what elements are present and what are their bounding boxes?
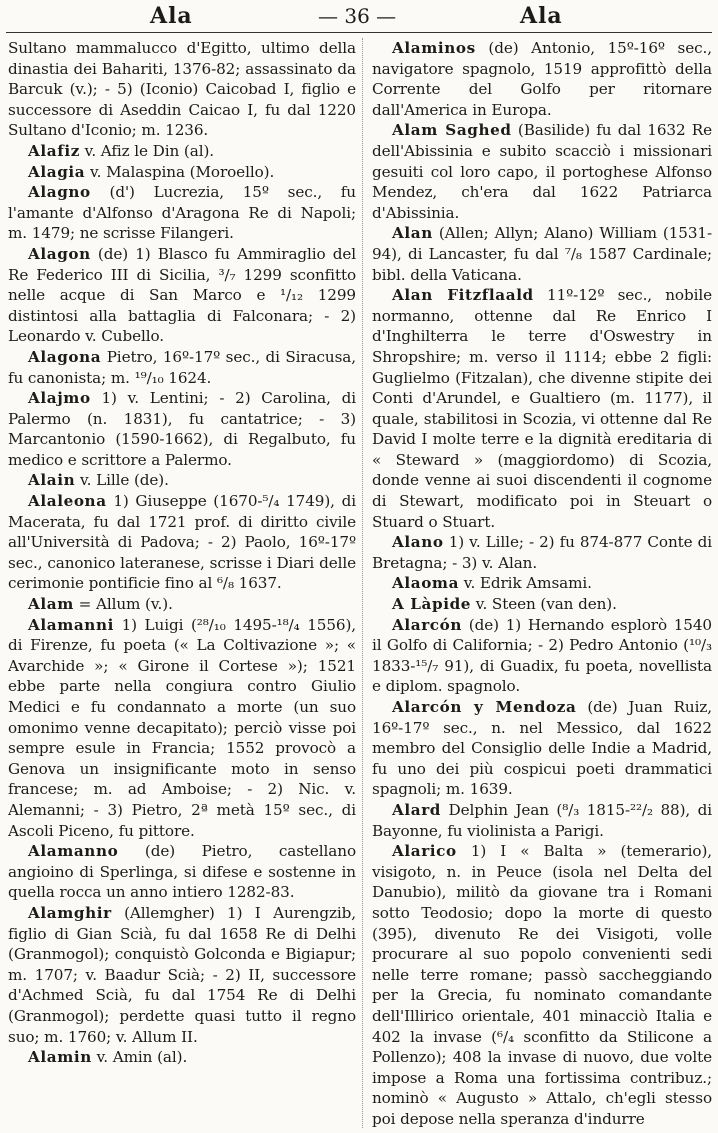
dictionary-entry <box>372 285 712 532</box>
entry-headword: Alajmo <box>28 389 91 408</box>
entry-text: 1) Giuseppe (1670-⁵/₄ 1749), di Macerata, fu dal 1721 prof. di diritto civile all'Università di Padova; - 2) Paolo, 16º-17º sec., canonico lateranese, scrisse i Diari delle cerimonie pontificie fino al ⁶/₈ 1637. <box>8 492 356 593</box>
entry-headword: Alain <box>28 471 76 490</box>
entry-headword: Alam <box>28 595 74 614</box>
dictionary-entry <box>372 841 712 1129</box>
entry-headword: Alamghir <box>28 903 112 922</box>
dictionary-entry <box>8 470 356 491</box>
entry-headword: Alaminos <box>392 39 476 57</box>
page-number: — 36 — <box>318 4 397 28</box>
entry-text: (de) Juan Ruiz, 16º-17º sec., n. nel Messico, dal 1622 membro del Consiglio delle Indie a Madrid, fu uno dei più cospicui poeti drammatici spagnoli; m. 1639. <box>372 698 712 799</box>
entry-headword: Alarcón y Mendoza <box>392 698 577 716</box>
entry-text: Sultano mammalucco d'Egitto, ultimo della dinastia dei Bahariti, 1376-82; assassinato da Barcuk (v.); - 5) (Iconio) Caicobad I, figlio e successore di Aseddin Caicao I, fu dal 1220 Sultano d'Iconio; m. 1236. <box>8 39 356 140</box>
entry-text: v. Lille (de). <box>79 471 169 490</box>
dictionary-entry <box>8 903 356 1047</box>
entry-text: 1) v. Lille; - 2) fu 874-877 Conte di Bretagna; - 3) v. Alan. <box>372 533 712 572</box>
entry-text: (Allemgher) 1) I Aurengzib, figlio di Gian Scià, fu dal 1658 Re di Delhi (Granmogol); conquistò Golconda e Bigiapur; m. 1707; v. Baadur Scià; - 2) II, successore d'Achmed Scià, fu dal 1754 Re di Delhi (Granmogol); perdette quasi tutto il regno suo; m. 1760; v. Allum II. <box>8 903 356 1046</box>
entry-text: (Basilide) fu dal 1632 Re dell'Abissinia e subito scacciò i missionari gesuiti col loro capo, il portoghese Alfonso Mendez, ch'era dal 1622 Patriarca d'Abissinia. <box>372 121 712 222</box>
dictionary-entry <box>372 800 712 841</box>
dictionary-entry <box>8 141 356 162</box>
entry-headword: A Làpide <box>392 595 472 614</box>
dictionary-entry <box>8 491 356 594</box>
entry-headword: Alarcón <box>392 615 463 634</box>
dictionary-entry <box>8 38 356 141</box>
entry-text: (de) Antonio, 15º-16º sec., navigatore spagnolo, 1519 approfittò della Corrente del Golfo per ritornare dall'America in Europa. <box>372 39 712 119</box>
running-head-right: Ala <box>520 3 563 29</box>
entry-text: = Allum (v.). <box>78 595 173 614</box>
dictionary-entry <box>372 697 712 800</box>
left-column <box>8 38 356 1130</box>
entry-text: v. Malaspina (Moroello). <box>89 162 275 181</box>
entry-headword: Alagona <box>28 347 102 366</box>
column-divider <box>362 38 363 1128</box>
page-header <box>0 0 718 32</box>
dictionary-entry <box>372 120 712 223</box>
dictionary-entry <box>372 223 712 285</box>
dictionary-entry <box>8 615 356 842</box>
entry-headword: Alagno <box>28 183 91 202</box>
dictionary-entry <box>8 388 356 470</box>
entry-headword: Alafiz <box>28 141 80 160</box>
entry-text: (de) 1) Hernando esplorò 1540 il Golfo di California; - 2) Pedro Antonio (¹⁰/₃ 1833-¹⁵/₇ 91), di Guadix, fu poeta, novellista e diplom. spagnolo. <box>372 615 712 696</box>
entry-text: v. Edrik Amsami. <box>463 574 592 593</box>
dictionary-entry <box>372 532 712 573</box>
entry-headword: Alaleona <box>28 492 107 511</box>
entry-headword: Alarico <box>392 842 457 861</box>
dictionary-entry <box>8 1047 356 1068</box>
entry-text: Delphin Jean (⁸/₃ 1815-²²/₂ 88), di Bayonne, fu violinista a Parigi. <box>372 800 712 840</box>
running-head-left: Ala <box>150 3 193 29</box>
entry-headword: Alaoma <box>392 574 460 593</box>
entry-text: Pietro, 16º-17º sec., di Siracusa, fu canonista; m. ¹⁹/₁₀ 1624. <box>8 347 356 387</box>
entry-headword: Alan <box>392 224 433 243</box>
entry-text: v. Amin (al). <box>96 1048 188 1067</box>
entry-text: 1) Luigi (²⁸/₁₀ 1495-¹⁸/₄ 1556), di Firenze, fu poeta (« La Coltivazione »; « Avarchide »; « Girone il Cortese »); 1521 ebbe parte nella congiura contro Giulio Medici e fu condannato a morte (un suo omonimo venne decapitato); perciò visse poi sempre esule in Francia; 1552 provocò a Genova un insignificante moto in senso francese; m. ad Amboise; - 2) Nic. v. Alemanni; - 3) Pietro, 2ª metà 15º sec., di Ascoli Piceno, fu pittore. <box>8 615 356 840</box>
entry-text: (d') Lucrezia, 15º sec., fu l'amante d'Alfonso d'Aragona Re di Napoli; m. 1479; ne scrisse Filangeri. <box>8 183 356 243</box>
entry-headword: Alamanno <box>28 842 119 861</box>
entry-text: (Allen; Allyn; Alano) William (1531-94), di Lancaster, fu dal ⁷/₈ 1587 Cardinale; bibl. della Vaticana. <box>372 224 712 284</box>
entry-text: v. Afiz le Din (al). <box>84 141 215 160</box>
dictionary-entry <box>372 615 712 697</box>
dictionary-entry <box>372 38 712 120</box>
dictionary-entry <box>8 841 356 903</box>
entry-headword: Alamanni <box>28 615 114 634</box>
entry-text: 11º-12º sec., nobile normanno, ottenne dal Re Enrico I d'Inghilterra le terre d'Oswestry in Shropshire; m. verso il 1114; ebbe 2 figli: Guglielmo (Fitzalan), che divenne stipite dei Conti d'Arundel, e Gualtiero (m. 1177), il quale, stabilitosi in Scozia, vi ottenne dal Re David I molte terre e la dignità ereditaria di « Steward » (maggiordomo) di Scozia, donde venne ai suoi discendenti il cognome di Stewart, modificato poi in Steuart o Stuard o Stuart. <box>372 286 712 531</box>
entry-text: 1) v. Lentini; - 2) Carolina, di Palermo (n. 1831), fu cantatrice; - 3) Marcantonio (1590-1662), di Regalbuto, fu medico e scrittore a Palermo. <box>8 389 356 469</box>
entry-headword: Alano <box>392 533 444 552</box>
entry-text: v. Steen (van den). <box>475 595 617 614</box>
dictionary-entry <box>8 182 356 244</box>
header-rule <box>6 32 712 33</box>
entry-headword: Alagon <box>28 244 91 263</box>
dictionary-entry <box>8 244 356 347</box>
entry-headword: Alamin <box>28 1048 92 1067</box>
entry-text: 1) I « Balta » (temerario), visigoto, n. in Peuce (isola nel Delta del Danubio), militò da giovane tra i Romani sotto Teodosio; dopo la morte di questo (395), divenuto Re dei Visigoti, volle procurare al suo popolo convenienti sedi nelle terre romane; passò saccheggiando per la Grecia, fu nominato comandante dell'Illirico orientale, 401 minacciò Italia e 402 la invase (⁶/₄ sconfitto da Stilicone a Pollenzo); 408 la invase di nuovo, due volte impose a Roma una fortissima contribuz.; nominò « Augusto » Attalo, ch'egli stesso poi depose nella speranza d'indurre <box>372 842 712 1128</box>
dictionary-entry <box>8 162 356 183</box>
dictionary-entry <box>8 594 356 615</box>
entry-text: (de) 1) Blasco fu Ammiraglio del Re Federico III di Sicilia, ³/₇ 1299 sconfitto nelle acque di San Marco e ¹/₁₂ 1299 distintosi alla battaglia di Falconara; - 2) Leonardo v. Cubello. <box>8 244 356 346</box>
entry-headword: Alard <box>392 800 442 819</box>
dictionary-entry <box>372 573 712 594</box>
dictionary-entry <box>372 594 712 615</box>
entry-text: (de) Pietro, castellano angioino di Sperlinga, si difese e sostenne in quella rocca un anno intiero 1282-83. <box>8 842 356 902</box>
entry-headword: Alam Saghed <box>392 121 512 140</box>
entry-headword: Alagia <box>28 162 86 181</box>
dictionary-entry <box>8 347 356 388</box>
entry-headword: Alan Fitzflaald <box>392 286 534 305</box>
right-column <box>372 38 712 1130</box>
